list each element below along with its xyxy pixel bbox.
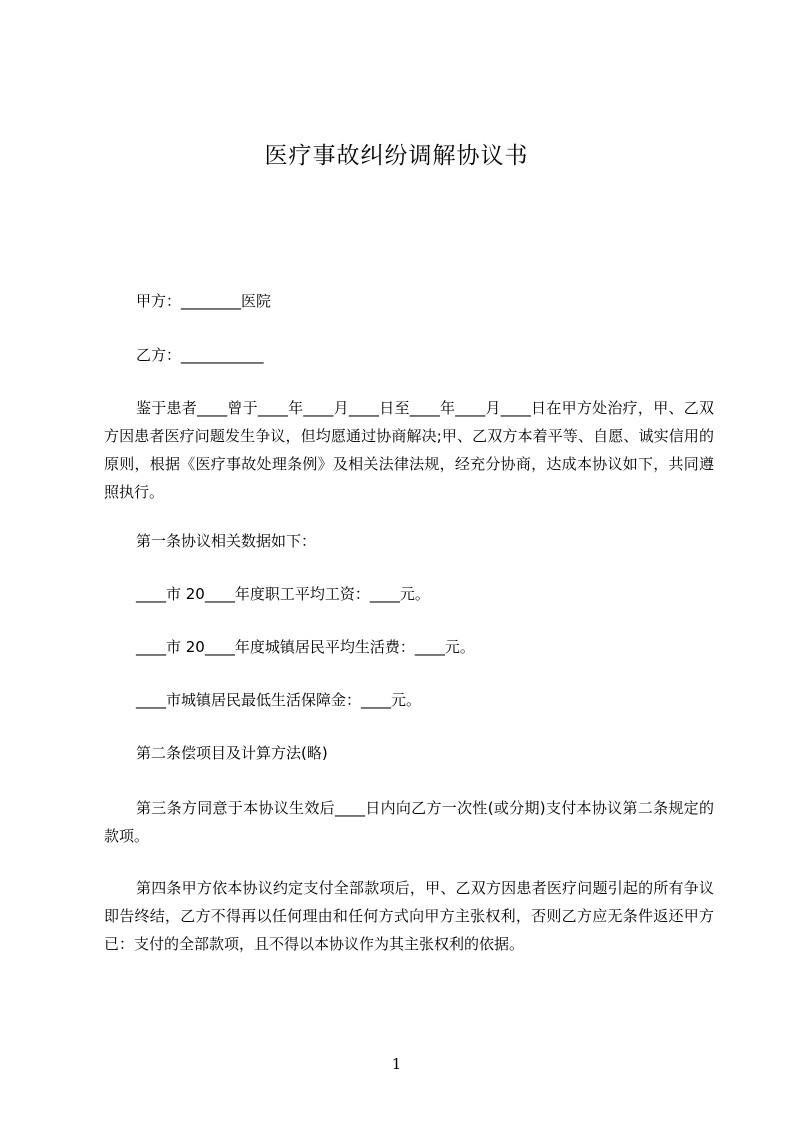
document-title: 医疗事故纠纷调解协议书 (264, 143, 529, 169)
page-number: 1 (391, 1055, 402, 1073)
party-a-line: 甲方：________医院 (136, 292, 272, 310)
preamble-paragraph: 鉴于患者____曾于____年____月____日至____年____月____日在甲方处治疗，甲、乙双方因患者医疗问题发生争议，但均愿通过协商解决;甲、乙双方本着平等、自愿、诚实信用的原则，根据《医疗事故处理条例》及相关法律法规，经充分协商，达成本协议如下，共同遵照执行。 (104, 399, 714, 501)
data-item-living-expense: ____市 20____年度城镇居民平均生活费：____元。 (136, 638, 475, 656)
data-item-average-wage: ____市 20____年度职工平均工资：____元。 (136, 585, 430, 603)
article-2: 第二条偿项目及计算方法(略) (136, 744, 328, 762)
party-b-line: 乙方：___________ (136, 346, 264, 364)
article-1-heading: 第一条协议相关数据如下： (136, 532, 317, 550)
article-4: 第四条甲方依本协议约定支付全部款项后，甲、乙双方因患者医疗问题引起的所有争议即告终结，乙方不得再以任何理由和任何方式向甲方主张权利，否则乙方应无条件返还甲方已：支付的全部款项，且不得以本协议作为其主张权利的依据。 (104, 879, 714, 953)
data-item-minimum-living-allowance: ____市城镇居民最低生活保障金：____元。 (136, 691, 422, 709)
article-3: 第三条方同意于本协议生效后____日内向乙方一次性(或分期)支付本协议第二条规定的款项。 (104, 799, 714, 845)
